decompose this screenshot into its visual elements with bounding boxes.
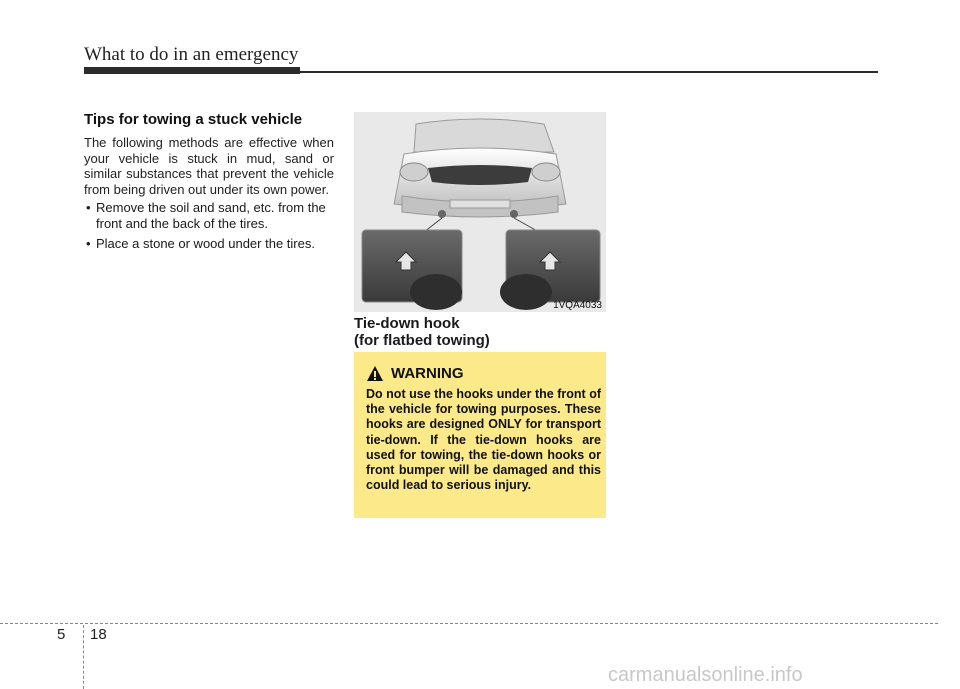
page-number: 18	[90, 626, 107, 643]
bullet-text: Remove the soil and sand, etc. from the front and the back of the tires.	[96, 200, 326, 231]
tips-bullet-list	[84, 200, 334, 252]
tips-paragraph: The following methods are effective when your vehicle is stuck in mud, sand or similar substances that prevent the vehicle from being driven out under its own power.	[84, 135, 334, 197]
tie-down-heading-line1: Tie-down hook	[354, 315, 460, 332]
footer-divider	[83, 625, 84, 689]
tie-down-hook-illustration	[354, 112, 606, 312]
warning-box	[354, 352, 606, 518]
bullet-icon: •	[86, 200, 91, 215]
watermark: carmanualsonline.info	[608, 664, 803, 686]
page-header-title: What to do in an emergency	[84, 44, 299, 65]
tie-down-heading-line2: (for flatbed towing)	[354, 332, 490, 349]
footer-rule	[0, 623, 938, 624]
tips-section	[84, 111, 334, 257]
header-rule	[84, 71, 878, 73]
warning-title: WARNING	[391, 364, 464, 382]
bullet-text: Place a stone or wood under the tires.	[96, 236, 315, 251]
warning-triangle-icon	[366, 365, 384, 382]
list-item	[84, 200, 334, 231]
tips-heading: Tips for towing a stuck vehicle	[84, 111, 303, 128]
figure-caption: 1VQA4033	[553, 300, 602, 311]
tie-down-heading	[354, 315, 490, 349]
warning-text: Do not use the hooks under the front of the vehicle for towing purposes. These hooks are designed ONLY for transport tie-down. If the tie-down hooks are used for towing, the tie-down hooks or front bumper will be damaged and this could lead to serious injury.	[366, 387, 601, 493]
list-item	[84, 236, 334, 252]
bullet-icon: •	[86, 236, 91, 251]
car-front-illustration	[354, 112, 606, 312]
warning-title-row	[366, 363, 601, 383]
chapter-number: 5	[57, 626, 66, 643]
